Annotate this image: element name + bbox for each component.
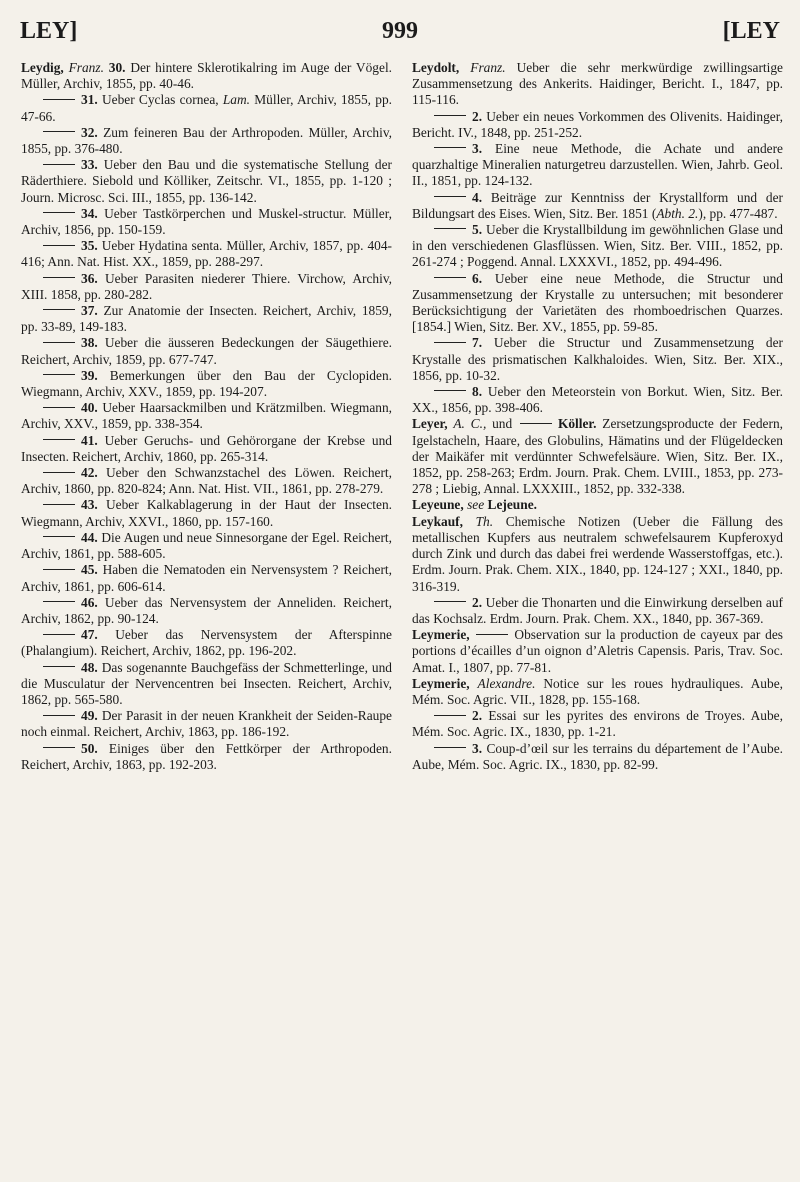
bibliography-entry [21,238,392,270]
entry-number: 5. [472,222,483,238]
see-target: Lejeune. [487,497,537,513]
ditto-dash [43,536,75,537]
author-name: Leyer, [412,416,448,432]
ditto-dash [434,228,466,229]
ditto-dash [43,277,75,278]
bibliography-entry [412,141,783,190]
bibliography-entry [21,271,392,303]
bibliography-entry [21,627,392,659]
left-column [21,60,392,773]
ditto-dash [434,115,466,116]
bibliography-entry [412,109,783,141]
bibliography-entry [412,497,783,513]
entry-number: 2. [472,708,483,724]
entry-number: 7. [472,335,483,351]
entry-text: Ueber Haarsackmilben und Krätzmilben. Wiegmann, Archiv, XXV., 1859, pp. 338-354. [21,400,392,432]
entry-italic: Abth. 2. [656,205,699,221]
bibliography-entry [412,676,783,708]
entry-text: Chemische Notizen (Ueber die Fällung des metallischen Kupfers aus neutralem schwefelsaurem Kupferoxyd durch Zink und durch das dabei frei werdende Wasserstoffgas, etc.). Erdm. Journ. Prak. Chem. XIX., 1840, pp. 124-127 ; XXI., 1840, pp. 316-319. [412,513,783,594]
bibliography-entry [412,190,783,222]
bibliography-entry [21,60,392,92]
entry-text: Ueber Hydatina senta. Müller, Archiv, 1857, pp. 404-416; Ann. Nat. Hist. XX., 1859, pp. 288-297. [21,238,392,270]
entry-text: Ueber Parasiten niederer Thiere. Virchow, Archiv, XIII. 1858, pp. 280-282. [21,270,392,302]
entry-text: Beiträge zur Kenntniss der Krystallform und der Bildungsart des Eises. Wien, Sitz. Ber. 1851 ( [412,189,783,221]
entry-number: 43. [81,497,98,513]
entry-number: 39. [81,367,98,383]
entry-number: 50. [81,740,98,756]
entry-number: 36. [81,270,98,286]
entry-number: 40. [81,400,98,416]
entry-text: Zur Anatomie der Insecten. Reichert, Archiv, 1859, pp. 33-89, 149-183. [21,303,392,335]
entry-text: Ueber ein neues Vorkommen des Olivenits. Haidinger, Bericht. IV., 1848, pp. 251-252. [412,108,783,140]
bibliography-entry [21,465,392,497]
entry-text: Ueber Cyclas cornea, [101,92,223,108]
entry-number: 3. [472,740,483,756]
author-given: A. C., [453,416,487,432]
bibliography-entry [412,708,783,740]
entry-text: Ueber den Bau und die systematische Stellung der Räderthiere. Siebold und Kölliker, Zeitschr. VI., 1855, pp. 1-120 ; Journ. Microsc. Sci. III., 1855, pp. 136-142. [21,157,392,205]
entry-text: Zum feineren Bau der Arthropoden. Müller, Archiv, 1855, pp. 376-480. [21,124,392,157]
bibliography-entry [412,384,783,416]
header-right: [LEY [722,18,780,44]
header-left: LEY] [20,18,78,44]
entry-text: Der hintere Sklerotikalring im Auge der Vögel. Müller, Archiv, 1855, pp. 40-46. [21,60,393,92]
bibliography-entry [412,595,783,627]
bibliography-entry [21,92,392,124]
author-given: Th. [475,513,494,529]
bibliography-entry [412,60,783,109]
author-name: Leydolt, [412,60,460,75]
ditto-dash [43,407,75,408]
bibliography-entry [21,125,392,157]
entry-text: Haben die Nematoden ein Nervensystem ? Reichert, Archiv, 1861, pp. 606-614. [21,562,392,594]
entry-text: Essai sur les pyrites des environs de Troyes. Aube, Mém. Soc. Agric. IX., 1830, pp. 1-21. [412,708,783,740]
bibliography-entry [412,271,783,336]
ditto-dash [43,99,75,100]
bibliography-entry [21,741,392,773]
bibliography-entry [21,433,392,465]
entry-number: 41. [81,432,98,448]
bibliography-entry [21,708,392,740]
author-name: Leyeune, [412,497,464,513]
entry-number: 38. [81,335,98,351]
bibliography-entry [21,368,392,400]
author-name-2: Köller. [557,416,597,432]
ditto-dash [434,147,466,148]
connector: und [486,416,518,432]
entry-number: 3. [472,141,483,157]
ditto-dash [43,131,75,132]
entry-number: 30. [108,60,126,75]
entry-number: 45. [81,562,98,578]
bibliography-entry [21,303,392,335]
entry-number: 34. [81,205,98,221]
ditto-dash [43,439,75,440]
author-name: Leymerie, [412,627,470,643]
ditto-dash [434,390,466,391]
page-number: 999 [382,18,418,44]
author-name: Leykauf, [412,513,463,529]
ditto-dash [43,601,75,602]
entry-text: Ueber die sehr merkwürdige zwillingsartige Zusammensetzung des Ankerits. Haidinger, Bericht. I., 1847, pp. 115-116. [412,60,783,108]
entry-number: 2. [472,108,483,124]
ditto-dash [43,212,75,213]
ditto-dash [43,634,75,635]
entry-text: Notice sur les roues hydrauliques. Aube, Mém. Soc. Agric. VII., 1828, pp. 155-168. [412,675,783,707]
bibliography-entry [412,741,783,773]
bibliography-entry [21,530,392,562]
entry-number: 49. [81,708,98,724]
right-column [412,60,783,773]
bibliography-entry [21,595,392,627]
ditto-dash [43,164,75,165]
entry-text: Einiges über den Fettkörper der Arthropoden. Reichert, Archiv, 1863, pp. 192-203. [21,740,392,772]
entry-number: 48. [81,659,98,675]
ditto-dash [43,374,75,375]
ditto-dash [43,342,75,343]
bibliography-entry [412,222,783,271]
author-name: Leydig, [21,60,64,75]
author-given: Franz. [470,60,506,75]
entry-text: Ueber den Schwanzstachel des Löwen. Reichert, Archiv, 1860, pp. 820-824; Ann. Nat. Hist. VII., 1861, pp. 278-279. [21,465,392,497]
entry-number: 6. [472,270,483,286]
entry-text: Ueber Kalkablagerung in der Haut der Insecten. Wiegmann, Archiv, XXVI., 1860, pp. 157-160. [21,497,392,529]
entry-number: 46. [81,594,98,610]
entry-number: 4. [472,189,483,205]
author-given: Alexandre. [477,675,536,691]
ditto-dash [43,309,75,310]
ditto-dash [43,747,75,748]
entry-text: Ueber das Nervensystem der Afterspinne (Phalangium). Reichert, Archiv, 1862, pp. 196-202. [21,627,392,659]
bibliography-entry [412,416,783,497]
author-name: Leymerie, [412,675,470,691]
ditto-dash [434,196,466,197]
bibliography-entry [21,497,392,529]
entry-text: Ueber das Nervensystem der Anneliden. Reichert, Archiv, 1862, pp. 90-124. [21,594,392,626]
entry-text: Ueber eine neue Methode, die Structur und Zusammensetzung der Krystalle zu untersuchen; mit besonderer Berücksichtigung der Varietäten des rhomboedrischen Quarzes. [1854.] Wien, Sitz. Ber. XV., 1855, pp. 59-85. [412,270,783,335]
entry-text: Bemerkungen über den Bau der Cyclopiden. Wiegmann, Archiv, XXV., 1859, pp. 194-207. [21,367,392,400]
entry-text: Ueber Tastkörperchen und Muskel-structur. Müller, Archiv, 1856, pp. 150-159. [21,205,392,238]
entry-text: Ueber Geruchs- und Gehörorgane der Krebse und Insecten. Reichert, Archiv, 1860, pp. 265-314. [21,432,392,464]
entry-number: 33. [81,157,98,173]
entry-number: 32. [81,124,98,140]
entry-number: 8. [472,384,483,400]
ditto-dash [434,601,466,602]
entry-text: Zersetzungsproducte der Federn, Igelstacheln, Haare, des Globulins, Hämatins und der Flügeldecken der Maikäfer mit verdünnter Schwefelsäure. Wien, Sitz. Ber. IX., 1852, pp. 258-263; Erdm. Journ. Prak. Chem. LVIII., 1853, pp. 273-278 ; Liebig, Annal. LXXXIII., 1852, pp. 332-338. [412,416,783,497]
page-header [20,18,780,48]
author-given: Franz. [68,60,104,75]
ditto-dash [434,715,466,716]
see-ref: see [467,497,485,513]
bibliography-entry [21,335,392,367]
ditto-dash [43,504,75,505]
entry-text: Ueber die Structur und Zusammensetzung der Krystalle des prismatischen Kalkhaloides. Wien, Sitz. Ber. XIX., 1856, pp. 10-32. [412,335,783,383]
entry-text-cont: ), pp. 477-487. [698,205,778,221]
ditto-dash [43,472,75,473]
entry-text: Eine neue Methode, die Achate und andere quarzhaltige Mineralien naturgetreu darzustellen. Wien, Jahrb. Geol. II., 1851, pp. 124-132. [412,141,783,189]
bibliography-entry [412,514,783,595]
entry-number: 35. [81,238,98,254]
bibliography-entry [21,157,392,206]
ditto-dash [476,634,508,635]
ditto-dash [434,747,466,748]
entry-number: 37. [81,303,98,319]
ditto-dash [43,569,75,570]
entry-text: Der Parasit in der neuen Krankheit der Seiden-Raupe noch einmal. Reichert, Archiv, 1863, pp. 186-192. [21,708,392,740]
ditto-dash [434,277,466,278]
entry-text: Coup-d’œil sur les terrains du département de l’Aube. Aube, Mém. Soc. Agric. IX., 1830, pp. 82-99. [412,740,783,772]
entry-text-cont: Müller, Archiv, 1855, pp. 47-66. [21,92,392,124]
entry-number: 31. [81,92,98,108]
ditto-dash [520,423,552,424]
entry-text: Das sogenannte Bauchgefäss der Schmetterlinge, und die Musculatur der Nervencentren bei Insecten. Reichert, Archiv, 1862, pp. 565-580. [21,659,392,707]
bibliography-entry [21,206,392,238]
entry-text: Ueber den Meteorstein von Borkut. Wien, Sitz. Ber. XX., 1856, pp. 398-406. [412,384,783,416]
entry-text: Ueber die äusseren Bedeckungen der Säugethiere. Reichert, Archiv, 1859, pp. 677-747. [21,335,392,367]
bibliography-entry [21,562,392,594]
entry-italic: Lam. [222,92,251,108]
entry-text: Ueber die Thonarten und die Einwirkung derselben auf das Kochsalz. Erdm. Journ. Prak. Chem. XX., 1840, pp. 367-369. [412,594,783,626]
entry-number: 44. [81,529,98,545]
bibliography-entry [21,400,392,432]
ditto-dash [434,342,466,343]
bibliography-entry [21,660,392,709]
entry-number: 47. [81,627,98,643]
ditto-dash [43,715,75,716]
entry-number: 42. [81,465,98,481]
entry-text: Ueber die Krystallbildung im gewöhnlichen Glase und in den verschiedenen Glasflüssen. Wien, Sitz. Ber. VIII., 1852, pp. 261-274 ; Poggend. Annal. LXXXVI., 1852, pp. 494-496. [412,222,783,270]
ditto-dash [43,666,75,667]
ditto-dash [43,245,75,246]
bibliography-entry [412,335,783,384]
entry-number: 2. [472,594,483,610]
entry-text: Die Augen und neue Sinnesorgane der Egel. Reichert, Archiv, 1861, pp. 588-605. [21,529,392,562]
bibliography-entry [412,627,783,676]
entry-text: Observation sur la production de cayeux par des portions d’écailles d’un oignon d’Aletris Capensis. Paris, Trav. Soc. Amat. I., 1807, pp. 77-81. [412,627,783,675]
